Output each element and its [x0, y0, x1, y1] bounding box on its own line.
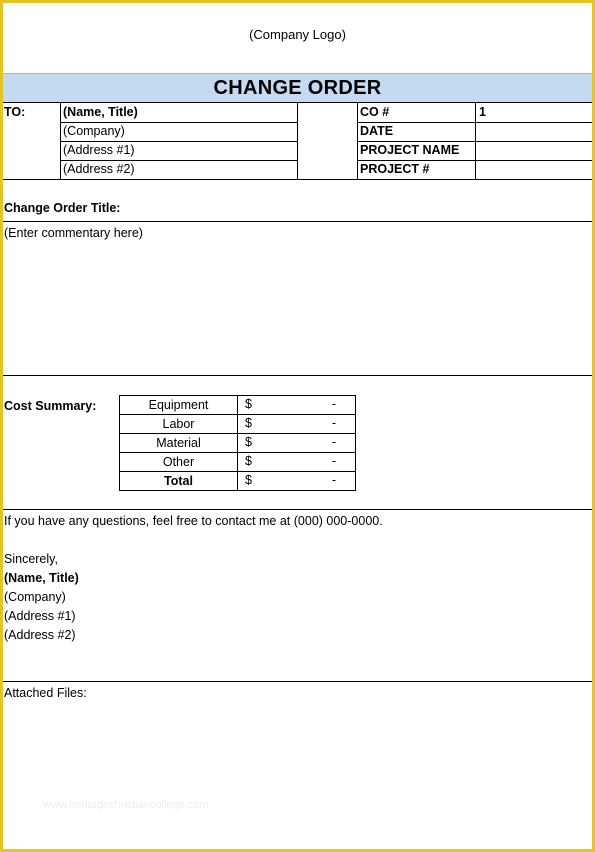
cost-row — [120, 396, 356, 415]
cost-total-row — [120, 472, 356, 491]
cost-total-label: Total — [120, 472, 238, 491]
currency-symbol: $ — [245, 435, 252, 449]
cost-amount: - — [331, 397, 336, 411]
currency-symbol: $ — [245, 397, 252, 411]
signature-address-1[interactable]: (Address #1) — [4, 609, 76, 623]
cost-row — [120, 453, 356, 472]
cost-summary-label: Cost Summary: — [4, 399, 97, 413]
date-label: DATE — [360, 124, 394, 138]
cost-amount: - — [331, 454, 336, 468]
section-divider — [3, 509, 592, 510]
currency-symbol: $ — [245, 416, 252, 430]
signature-company[interactable]: (Company) — [4, 590, 66, 604]
form-title: CHANGE ORDER — [3, 73, 592, 103]
currency-symbol: $ — [245, 473, 252, 487]
cost-row — [120, 415, 356, 434]
grid-line — [297, 102, 298, 180]
cost-amount-cell[interactable] — [238, 453, 356, 472]
cost-amount: - — [331, 416, 336, 430]
cost-total-cell — [238, 472, 356, 491]
signature-name-title[interactable]: (Name, Title) — [4, 571, 79, 585]
change-order-title-label: Change Order Title: — [4, 201, 121, 215]
commentary-field[interactable]: (Enter commentary here) — [4, 226, 143, 240]
to-address-2[interactable]: (Address #2) — [63, 162, 135, 176]
cost-category: Material — [120, 434, 238, 453]
cost-amount-cell[interactable] — [238, 415, 356, 434]
section-divider — [3, 221, 592, 222]
grid-line — [475, 102, 476, 180]
project-name-label: PROJECT NAME — [360, 143, 460, 157]
co-number-label: CO # — [360, 105, 390, 119]
to-name-title[interactable]: (Name, Title) — [63, 105, 138, 119]
project-number-label: PROJECT # — [360, 162, 430, 176]
cost-total-amount: - — [331, 473, 336, 487]
attached-files-label: Attached Files: — [4, 686, 87, 700]
to-company[interactable]: (Company) — [63, 124, 125, 138]
section-divider — [3, 375, 592, 376]
company-logo-placeholder: (Company Logo) — [249, 27, 346, 42]
co-number-value[interactable]: 1 — [479, 105, 486, 119]
cost-amount-cell[interactable] — [238, 434, 356, 453]
cost-amount: - — [331, 435, 336, 449]
cost-category: Other — [120, 453, 238, 472]
to-label: TO: — [4, 105, 26, 119]
contact-text: If you have any questions, feel free to contact me at (000) 000-0000. — [4, 514, 383, 528]
cost-amount-cell[interactable] — [238, 396, 356, 415]
section-divider — [3, 681, 592, 682]
grid-line — [357, 102, 358, 180]
cost-summary-table — [119, 395, 356, 491]
signature-closing: Sincerely, — [4, 552, 58, 566]
cost-row — [120, 434, 356, 453]
signature-address-2[interactable]: (Address #2) — [4, 628, 76, 642]
watermark-text: www.heritagechristiancollege.com — [43, 799, 209, 811]
cost-category: Labor — [120, 415, 238, 434]
to-address-1[interactable]: (Address #1) — [63, 143, 135, 157]
grid-line — [60, 102, 61, 180]
cost-category: Equipment — [120, 396, 238, 415]
currency-symbol: $ — [245, 454, 252, 468]
